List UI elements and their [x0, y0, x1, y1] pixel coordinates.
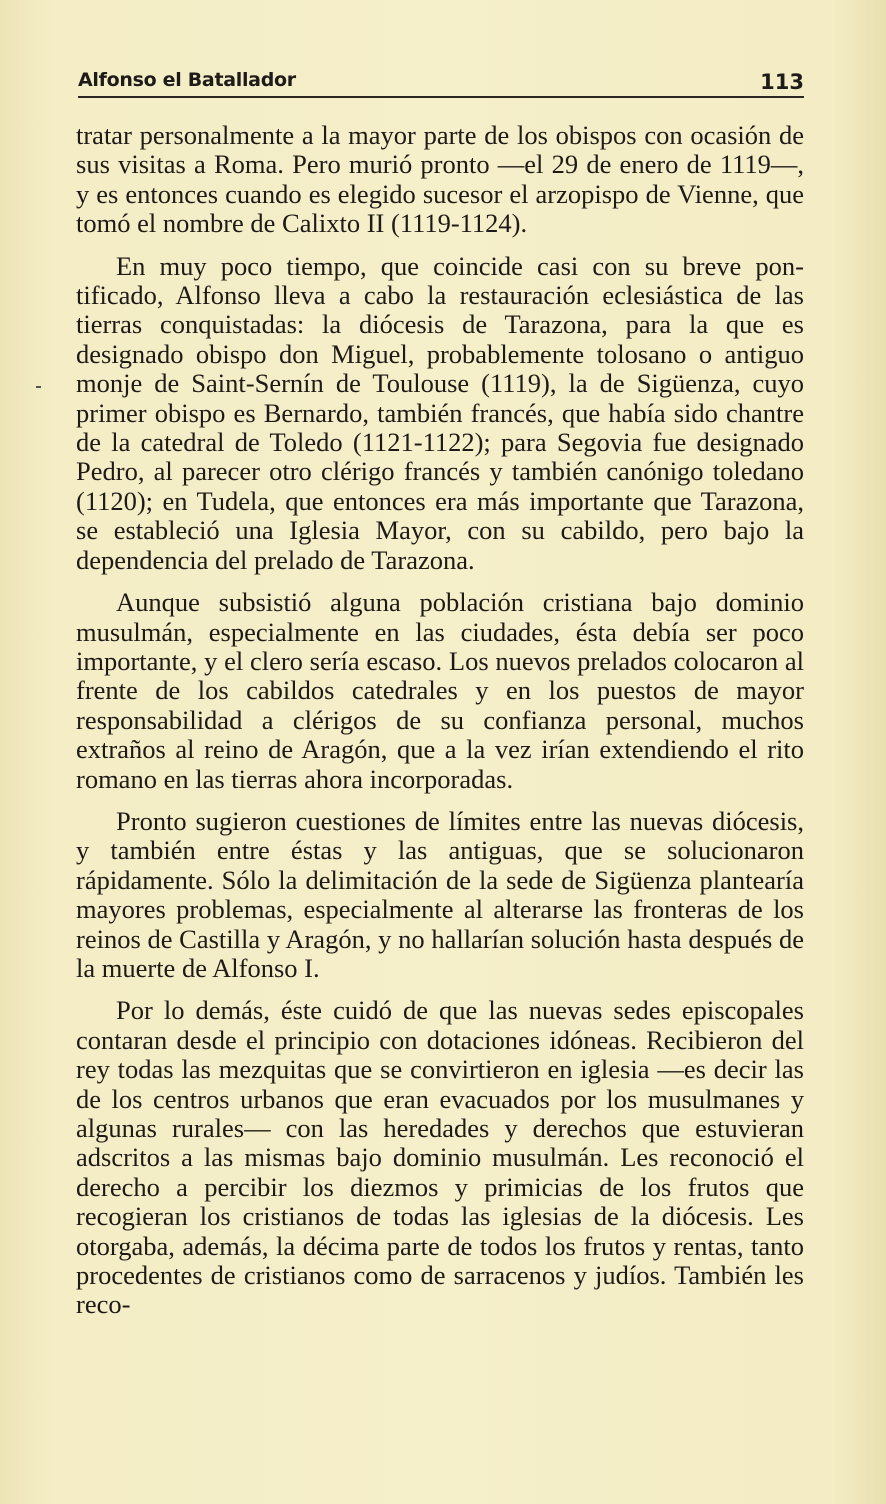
page-header: [78, 60, 804, 98]
paragraph: Por lo demás, éste cuidó de que las nuevas sedes episcopales contaran desde el principio con dotaciones idóneas. Recibieron del rey todas las mezquitas que se convirtieron en iglesia —es decir las de los centros urbanos que eran evacuados por los musulmanes y algunas rurales— con las heredades y derechos que estuvieran adscritos a las mismas bajo dominio musulmán. Les reconoció el derecho a percibir los diezmos y primicias de los frutos que recogieran los cristianos de todas las iglesias de la diócesis. Les otorgaba, además, la décima parte de todos los frutos y rentas, tanto procedentes de cristianos como de sarracenos y judíos. También les reco-: [76, 995, 804, 1320]
paragraph: Aunque subsistió alguna población cristiana bajo dominio musulmán, especialmente en las ciudades, ésta debía ser poco importante, y el clero sería escaso. Los nuevos prelados colocaron al frente de los cabildos catedrales y en los puestos de mayor responsabilidad a clérigos de su confianza personal, muchos extraños al reino de Aragón, que a la vez irían extendiendo el rito romano en las tierras ahora incorporadas.: [76, 587, 804, 794]
running-title: Alfonso el Batallador: [78, 69, 296, 91]
paragraph: En muy poco tiempo, que coincide casi con su breve pontificado, Alfonso lleva a cabo la restauración eclesiástica de las tierras conquistadas: la diócesis de Tarazona, para la que es designado obispo don Miguel, probablemente tolosano o antiguo monje de Saint-Sernín de Toulouse (1119), la de Sigüenza, cuyo primer obispo es Bernardo, también francés, que había sido chantre de la catedral de Toledo (1121-1122); para Segovia fue designado Pedro, al parecer otro clérigo francés y también canónigo toledano (1120); en Tudela, que entonces era más importante que Tarazona, se estableció una Iglesia Mayor, con su cabildo, pero bajo la dependencia del prelado de Tarazona.: [76, 250, 804, 575]
paragraph: tratar personalmente a la mayor parte de los obispos con ocasión de sus visitas a Roma. Pero murió pronto —el 29 de enero de 1119—, y es entonces cuando es elegido sucesor el arzopispo de Vienne, que tomó el nombre de Calixto II (1119-1124).: [76, 120, 804, 239]
page-number: 113: [760, 70, 804, 94]
margin-mark: [36, 386, 41, 388]
paragraph: Pronto sugieron cuestiones de límites entre las nuevas diócesis, y también entre éstas y las antiguas, que se solucionaron rápidamente. Sólo la delimitación de la sede de Sigüenza plantearía mayores problemas, especialmente al alterarse las fronteras de los reinos de Castilla y Aragón, y no hallarían solución hasta después de la muerte de Alfonso I.: [76, 805, 804, 983]
body-text: [76, 121, 804, 1333]
